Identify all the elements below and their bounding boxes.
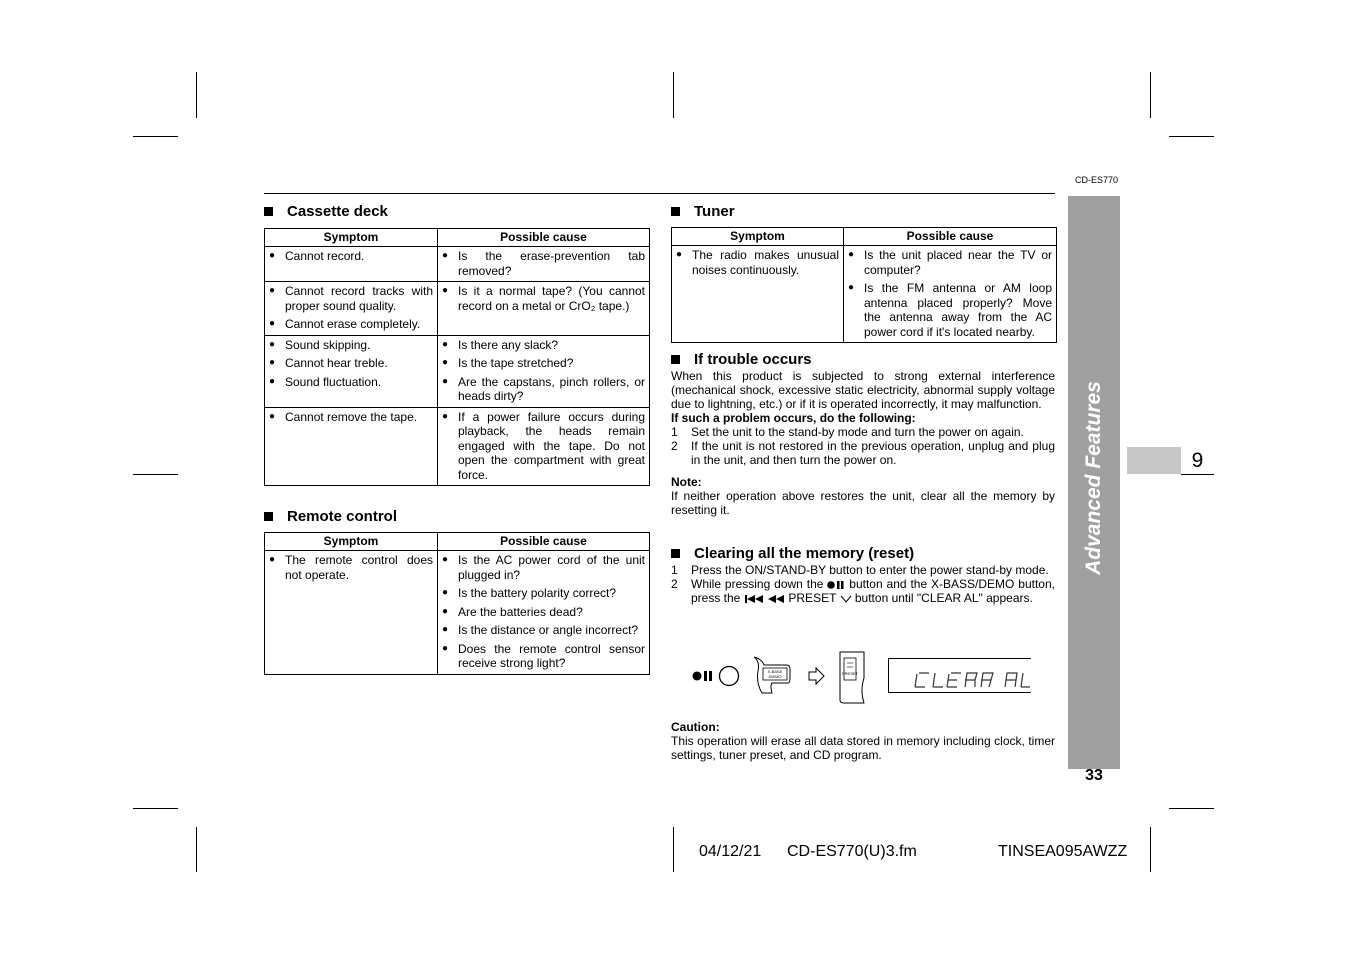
- table-row: [265, 282, 650, 336]
- crop-mark: [1150, 827, 1151, 872]
- symptom-item: [269, 317, 433, 332]
- cause-item: [442, 249, 645, 278]
- cause-cell: [844, 246, 1057, 343]
- trouble-section-title: [671, 351, 812, 368]
- cause-item: [442, 375, 645, 404]
- bullet-icon: ●: [442, 338, 449, 350]
- bullet-icon: ●: [848, 282, 855, 293]
- bullet-icon: ●: [269, 318, 276, 329]
- cause-item: [442, 642, 645, 671]
- cause-item-text: Does the remote control sensor receive strong light?: [458, 641, 645, 670]
- symptom-item-text: The radio makes unusual noises continuously.: [692, 248, 839, 277]
- cause-item: [848, 248, 1052, 277]
- bullet-icon: ●: [442, 410, 449, 422]
- square-bullet-icon: [671, 207, 680, 216]
- play-pause-button-icon: [691, 661, 741, 691]
- step-text: [691, 577, 1055, 605]
- crop-mark: [196, 827, 197, 872]
- table-row: [265, 335, 650, 407]
- bullet-icon: ●: [269, 410, 276, 422]
- cause-item: [442, 356, 645, 371]
- caution-block: [671, 720, 1055, 762]
- sidebar-section-title: Advanced Features: [1082, 381, 1105, 575]
- symptom-item-text: Cannot erase completely.: [285, 317, 421, 331]
- cause-item-text: Are the capstans, pinch rollers, or heads dirty?: [458, 374, 645, 403]
- crop-mark: [133, 808, 178, 809]
- bullet-icon: ●: [442, 250, 449, 261]
- model-code: CD-ES770: [1075, 175, 1119, 185]
- cause-cell: [438, 335, 650, 407]
- bullet-icon: ●: [269, 338, 276, 350]
- bullet-icon: ●: [442, 587, 449, 598]
- trouble-body: [671, 369, 1055, 517]
- symptom-cell: [265, 551, 438, 675]
- cause-item-text: Is it a normal tape? (You cannot record on a metal or CrO₂ tape.): [458, 284, 645, 313]
- skip-back-icon: [744, 594, 764, 604]
- symptom-item-text: Sound skipping.: [285, 337, 371, 352]
- step-text-part: button until "CLEAR AL" appears.: [854, 591, 1033, 605]
- column-header-cause: Possible cause: [438, 229, 650, 247]
- tuner-section-title: [671, 203, 735, 220]
- header-rule: [264, 193, 1055, 194]
- bullet-icon: ●: [442, 285, 449, 296]
- crop-mark: [133, 136, 178, 137]
- symptom-item: [269, 356, 433, 371]
- symptom-cell: [265, 247, 438, 282]
- cause-item: [442, 623, 645, 638]
- step-text-part: PRESET: [788, 591, 837, 605]
- symptom-item: [269, 553, 433, 582]
- reset-section-title: [671, 545, 914, 562]
- column-header-cause: Possible cause: [844, 228, 1057, 246]
- step-number: 1: [671, 425, 678, 439]
- square-bullet-icon: [671, 549, 680, 558]
- step-text-part: button and the X-BASS/DEMO button, press the: [691, 577, 1055, 605]
- crop-mark: [1169, 808, 1214, 809]
- bullet-icon: ●: [269, 375, 276, 387]
- symptom-item: [269, 284, 433, 313]
- lcd-segments: [889, 659, 1031, 692]
- x-bass-button-icon: [750, 655, 794, 695]
- down-chevron-icon: [840, 594, 852, 604]
- tuner-table: [671, 227, 1057, 343]
- bullet-icon: ●: [442, 357, 449, 368]
- bullet-icon: ●: [269, 554, 276, 565]
- section-title-text: Cassette deck: [287, 203, 388, 220]
- cause-item: [442, 410, 645, 483]
- step-text: If the unit is not restored in the previous operation, unplug and plug in the unit, and then turn the power on.: [691, 439, 1055, 467]
- crop-mark: [673, 72, 674, 118]
- crop-mark: [1150, 72, 1151, 118]
- preset-button-icon: [836, 650, 868, 704]
- lcd-display: [888, 658, 1031, 693]
- step-number: 2: [671, 439, 678, 453]
- cause-cell: [438, 551, 650, 675]
- symptom-cell: [265, 282, 438, 336]
- trouble-steps: [671, 425, 1055, 467]
- square-bullet-icon: [671, 355, 680, 364]
- cause-item-text: Is the tape stretched?: [458, 356, 574, 370]
- symptom-item-text: Cannot record tracks with proper sound quality.: [285, 284, 433, 313]
- crop-mark: [673, 827, 674, 872]
- cause-item: [442, 338, 645, 353]
- cause-item-text: Is the distance or angle incorrect?: [458, 623, 639, 637]
- section-title-text: If trouble occurs: [694, 351, 812, 368]
- reset-step: [671, 563, 1055, 577]
- table-row: [672, 246, 1057, 343]
- play-pause-icon: [827, 580, 845, 590]
- symptom-item-text: Cannot remove the tape.: [285, 409, 418, 424]
- bullet-icon: ●: [442, 642, 449, 654]
- arrow-right-icon: [806, 666, 826, 686]
- cause-item-text: Is the battery polarity correct?: [458, 586, 617, 600]
- square-bullet-icon: [264, 512, 273, 521]
- symptom-item-text: Sound fluctuation.: [285, 374, 382, 389]
- step-text: Press the ON/STAND-BY button to enter the power stand-by mode.: [691, 563, 1049, 577]
- step-number: 2: [671, 577, 678, 591]
- trouble-subhead: If such a problem occurs, do the following:: [671, 411, 916, 425]
- cause-item: [442, 586, 645, 601]
- column-header-cause: Possible cause: [438, 533, 650, 551]
- symptom-item-text: Cannot record.: [285, 249, 365, 263]
- cause-cell: [438, 407, 650, 486]
- remote-table: [264, 532, 650, 675]
- column-header-symptom: Symptom: [265, 533, 438, 551]
- symptom-item: [269, 375, 433, 390]
- symptom-item: [676, 248, 839, 277]
- crop-mark: [133, 474, 178, 475]
- cassette-table: [264, 228, 650, 486]
- symptom-item: [269, 249, 433, 264]
- figure-preset-label: PRESET: [841, 671, 859, 676]
- square-bullet-icon: [264, 207, 273, 216]
- figure-button-label-2: /DEMO: [768, 674, 782, 679]
- section-title-text: Remote control: [287, 508, 398, 525]
- note-text: If neither operation above restores the unit, clear all the memory by resetting it.: [671, 489, 1055, 517]
- bullet-icon: ●: [442, 375, 449, 387]
- symptom-item-text: Cannot hear treble.: [285, 356, 388, 370]
- footer-date: 04/12/21: [699, 843, 762, 860]
- remote-section-title: [264, 508, 397, 525]
- cause-item-text: Is the FM antenna or AM loop antenna placed properly? Move the antenna away from the AC power cord if it's located nearby.: [864, 281, 1052, 339]
- caution-text: This operation will erase all data stored in memory including clock, timer settings, tuner preset, and CD program.: [671, 734, 1055, 762]
- symptom-item-text: The remote control does not operate.: [285, 553, 433, 582]
- column-header-symptom: Symptom: [672, 228, 844, 246]
- cause-item-text: Is there any slack?: [458, 337, 559, 352]
- cassette-section-title: [264, 203, 388, 220]
- cause-item-text: Are the batteries dead?: [458, 604, 583, 619]
- table-row: [265, 407, 650, 486]
- note-label: Note:: [671, 475, 702, 489]
- symptom-item: [269, 338, 433, 353]
- crop-mark: [196, 72, 197, 118]
- table-row: [265, 247, 650, 282]
- cause-cell: [438, 247, 650, 282]
- reset-step: [671, 577, 1055, 605]
- section-title-text: Tuner: [694, 203, 735, 220]
- figure-button-label-1: X-BASS: [767, 669, 783, 674]
- symptom-cell: [265, 335, 438, 407]
- bullet-icon: ●: [848, 249, 855, 260]
- page-number: 33: [1085, 767, 1103, 784]
- bullet-icon: ●: [269, 285, 276, 296]
- cause-item-text: Is the unit placed near the TV or computer?: [864, 248, 1052, 277]
- symptom-cell: [672, 246, 844, 343]
- reset-steps: [671, 563, 1055, 605]
- rewind-icon: [767, 594, 785, 604]
- cause-item: [442, 284, 645, 313]
- cause-item-text: If a power failure occurs during playback, the heads remain engaged with the tape. Do not open the compartment with great force.: [458, 409, 645, 482]
- cause-cell: [438, 282, 650, 336]
- table-row: [265, 551, 650, 675]
- cause-item: [442, 553, 645, 582]
- footer-code: TINSEA095AWZZ: [998, 843, 1128, 860]
- cause-item: [848, 281, 1052, 339]
- chapter-tab-marker: [1127, 447, 1181, 474]
- cause-item-text: Is the erase-prevention tab removed?: [458, 249, 645, 278]
- bullet-icon: ●: [269, 250, 276, 261]
- trouble-step: [671, 439, 1055, 467]
- chapter-tab-number: 9: [1181, 447, 1214, 475]
- step-number: 1: [671, 563, 678, 577]
- section-title-text: Clearing all the memory (reset): [694, 545, 915, 562]
- bullet-icon: ●: [442, 624, 449, 635]
- caution-label: Caution:: [671, 720, 720, 734]
- bullet-icon: ●: [442, 554, 449, 565]
- symptom-item: [269, 410, 433, 425]
- column-header-symptom: Symptom: [265, 229, 438, 247]
- trouble-step: [671, 425, 1055, 439]
- crop-mark: [1169, 136, 1214, 137]
- step-text: Set the unit to the stand-by mode and turn the power on again.: [691, 425, 1024, 439]
- bullet-icon: ●: [269, 357, 276, 368]
- cause-item: [442, 605, 645, 620]
- cause-item-text: Is the AC power cord of the unit plugged in?: [458, 553, 645, 582]
- bullet-icon: ●: [442, 605, 449, 617]
- step-text-part: While pressing down the: [691, 577, 824, 591]
- bullet-icon: ●: [676, 249, 683, 260]
- symptom-cell: [265, 407, 438, 486]
- footer-file: CD-ES770(U)3.fm: [787, 843, 917, 860]
- trouble-intro: When this product is subjected to strong external interference (mechanical shock, excessive static electricity, abnormal supply voltage due to lightning, etc.) or if it is operated incorrectly, it may malfunction.: [671, 369, 1055, 411]
